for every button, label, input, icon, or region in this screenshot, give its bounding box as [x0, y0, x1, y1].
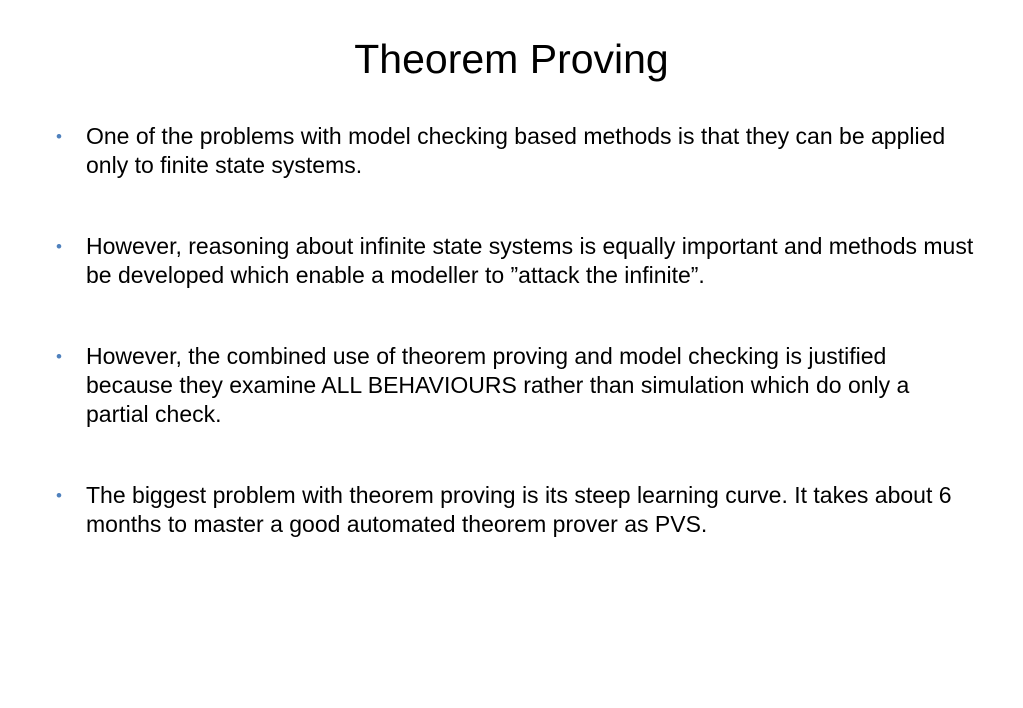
- bullet-text: However, reasoning about infinite state systems is equally important and methods must be developed which enable a modeller to ”attack the infinite”.: [86, 233, 974, 288]
- bullet-list: [56, 122, 976, 591]
- bullet-icon: •: [56, 127, 62, 146]
- bullet-item: [56, 342, 976, 429]
- bullet-text: The biggest problem with theorem proving is its steep learning curve. It takes about 6 months to master a good automated theorem prover as PVS.: [86, 482, 952, 537]
- bullet-icon: •: [56, 237, 62, 256]
- slide-title: Theorem Proving: [354, 36, 669, 82]
- bullet-text: However, the combined use of theorem proving and model checking is justified because they examine ALL BEHAVIOURS rather than simulation which do only a partial check.: [86, 343, 910, 427]
- bullet-text: One of the problems with model checking based methods is that they can be applied only to finite state systems.: [86, 123, 946, 178]
- bullet-item: [56, 232, 976, 290]
- bullet-icon: •: [56, 347, 62, 366]
- bullet-item: [56, 122, 976, 180]
- bullet-item: [56, 481, 976, 539]
- bullet-icon: •: [56, 486, 62, 505]
